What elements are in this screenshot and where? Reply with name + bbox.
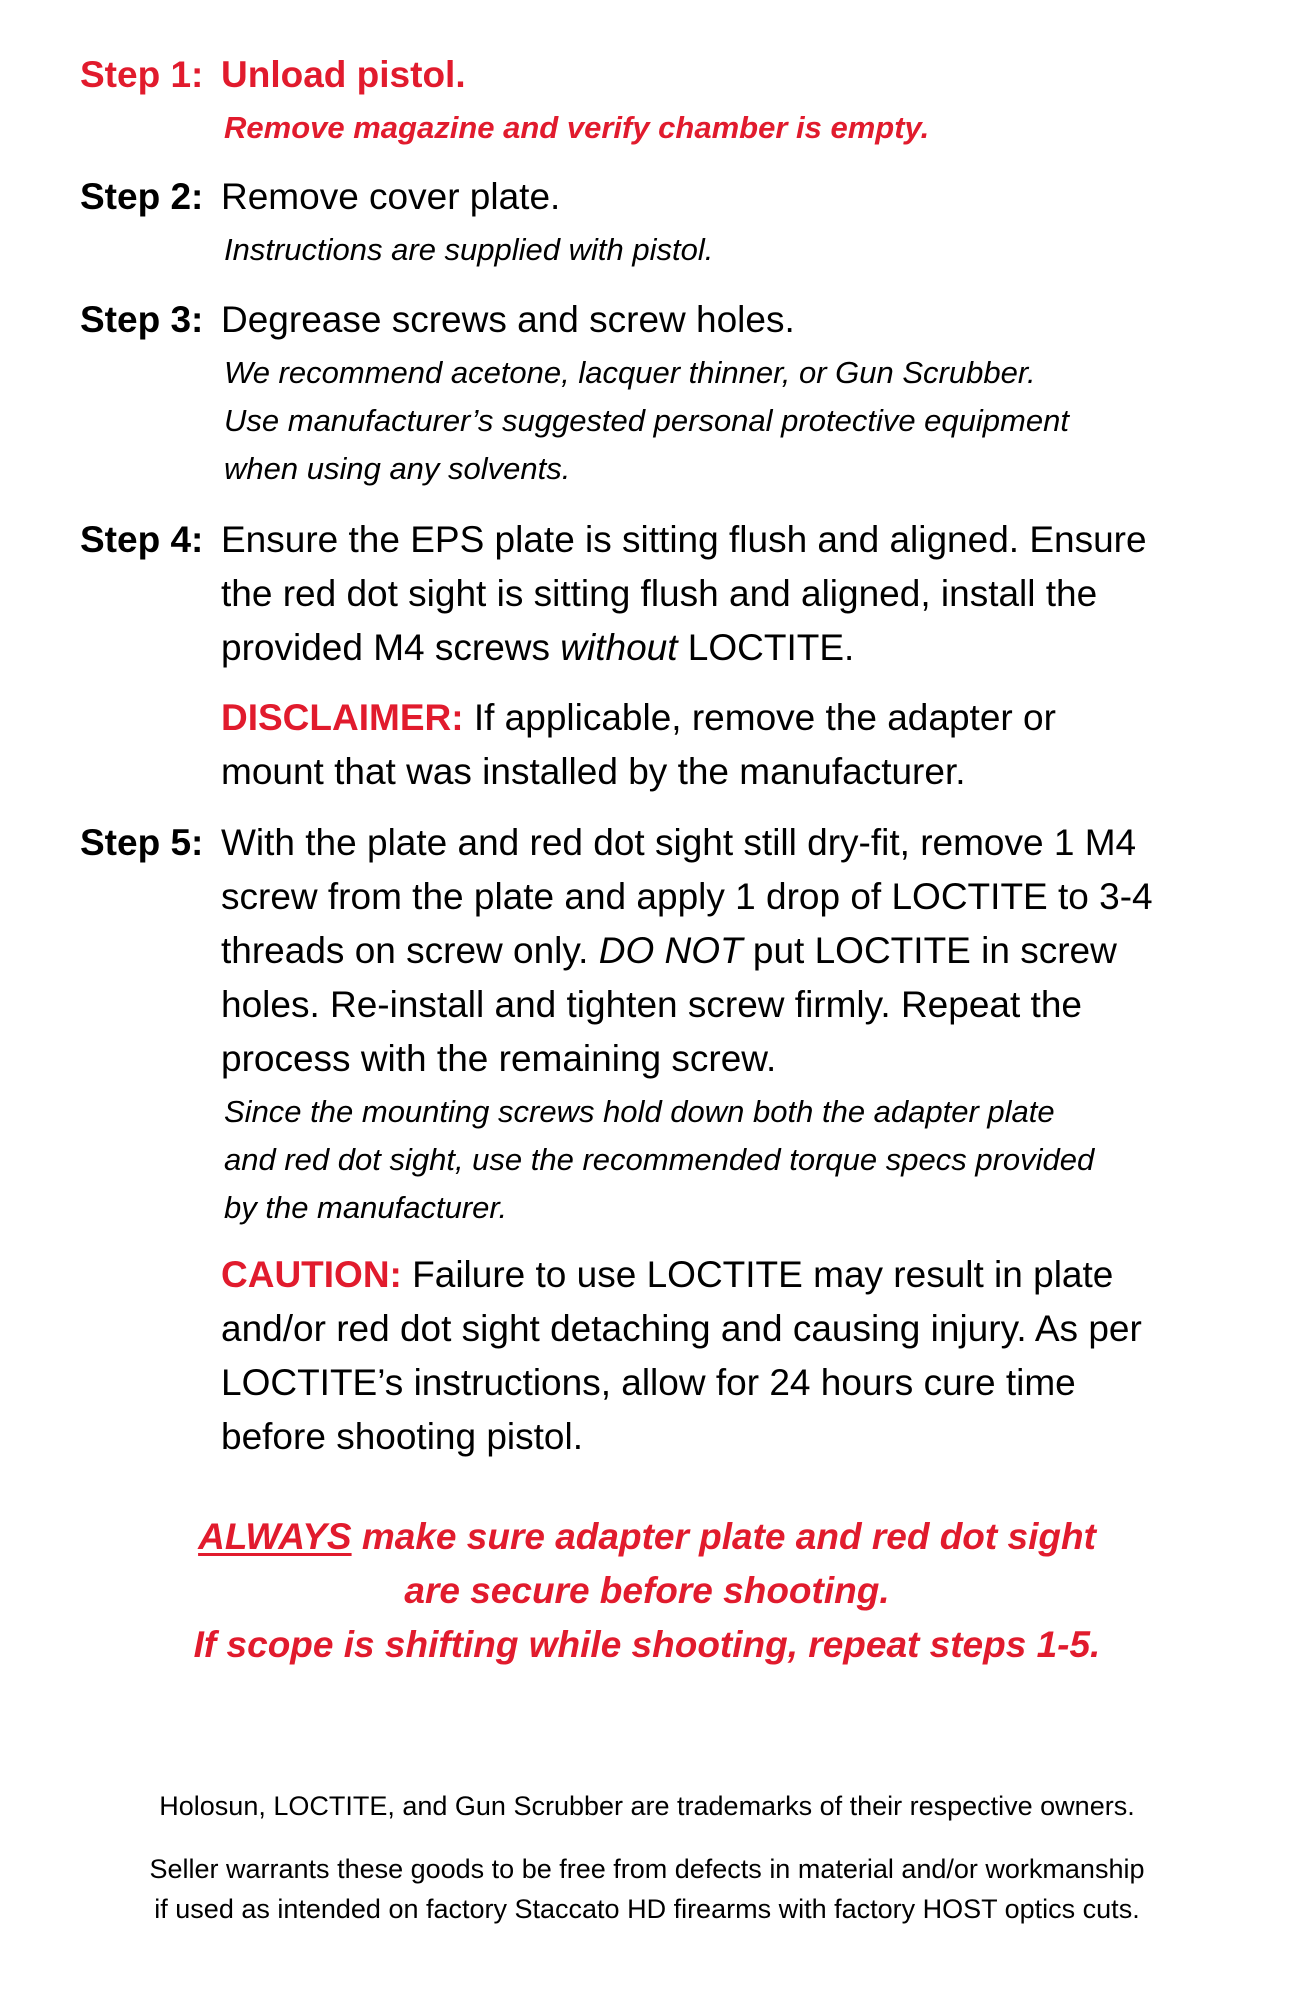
step-1 [80,48,1220,152]
step-1-label: Step 1: [80,54,204,95]
step-3-note-line: when using any solvents. [224,451,571,486]
warning-line [0,1510,1294,1564]
step-4-text: LOCTITE. [677,627,855,668]
step-5-text: threads on screw only. [221,930,599,971]
step-4-text: provided M4 screws [221,627,561,668]
step-5-line: screw from the plate and apply 1 drop of LOCTITE to 3-4 [221,876,1153,917]
warning-line: If scope is shifting while shooting, repeat steps 1-5. [193,1624,1101,1665]
step-4-line [221,621,1220,675]
step-5-note-line: by the manufacturer. [224,1190,508,1225]
step-5-note [80,1088,1220,1232]
caution-text: Failure to use LOCTITE may result in plate [401,1254,1114,1295]
step-2-heading [80,170,1220,224]
step-5-line: With the plate and red dot sight still dry-fit, remove 1 M4 [221,822,1137,863]
warning-text: make sure adapter plate and red dot sight [351,1516,1096,1557]
step-3-note-line: We recommend acetone, lacquer thinner, or Gun Scrubber. [224,355,1036,390]
step-4-line: Ensure the EPS plate is sitting flush and aligned. Ensure [221,519,1147,560]
step-1-title: Unload pistol. [221,54,466,95]
disclaimer-label: DISCLAIMER: [221,697,464,738]
step-4-line: the red dot sight is sitting flush and aligned, install the [221,573,1098,614]
step-4-label: Step 4: [80,519,204,560]
warranty-line: if used as intended on factory Staccato HD firearms with factory HOST optics cuts. [154,1894,1140,1924]
caution-label: CAUTION: [221,1254,402,1295]
step-5-line: holes. Re-install and tighten screw firmly. Repeat the [221,984,1082,1025]
step-5-text: put LOCTITE in screw [742,930,1117,971]
step-5-line [221,924,1220,978]
caution-line: and/or red dot sight detaching and causing injury. As per [221,1308,1142,1349]
disclaimer-line [221,691,1220,745]
caution [80,1248,1220,1464]
trademark-notice: Holosun, LOCTITE, and Gun Scrubber are trademarks of their respective owners. [159,1791,1135,1821]
step-2-label: Step 2: [80,176,204,217]
step-3-note [80,349,1220,493]
step-5-emphasis: DO NOT [598,930,743,971]
step-5-label: Step 5: [80,822,204,863]
disclaimer [80,691,1220,799]
step-4 [80,513,1220,799]
step-5-note-line: and red dot sight, use the recommended torque specs provided [224,1142,1095,1177]
step-5-heading [80,816,1220,1086]
step-2 [80,170,1220,274]
step-5 [80,816,1220,1464]
warning-line: are secure before shooting. [404,1570,890,1611]
step-4-heading [80,513,1220,675]
caution-line [221,1248,1220,1302]
step-3 [80,293,1220,493]
warning-always: ALWAYS [198,1516,352,1557]
disclaimer-line: mount that was installed by the manufacturer. [221,751,966,792]
step-4-emphasis: without [560,627,678,668]
disclaimer-text: If applicable, remove the adapter or [463,697,1056,738]
safety-warning [0,1510,1294,1672]
step-3-heading [80,293,1220,347]
step-3-title: Degrease screws and screw holes. [221,299,795,340]
step-3-note-line: Use manufacturer’s suggested personal protective equipment [224,403,1069,438]
step-5-line: process with the remaining screw. [221,1038,777,1079]
step-1-heading [80,48,1220,102]
warranty-line: Seller warrants these goods to be free from defects in material and/or workmanship [149,1854,1145,1884]
warranty-notice [0,1849,1294,1929]
step-2-note: Instructions are supplied with pistol. [224,232,714,267]
step-1-note: Remove magazine and verify chamber is empty. [224,110,930,145]
caution-line: LOCTITE’s instructions, allow for 24 hours cure time [221,1362,1076,1403]
step-2-title: Remove cover plate. [221,176,561,217]
step-5-note-line: Since the mounting screws hold down both the adapter plate [224,1094,1055,1129]
caution-line: before shooting pistol. [221,1416,584,1457]
step-3-label: Step 3: [80,299,204,340]
